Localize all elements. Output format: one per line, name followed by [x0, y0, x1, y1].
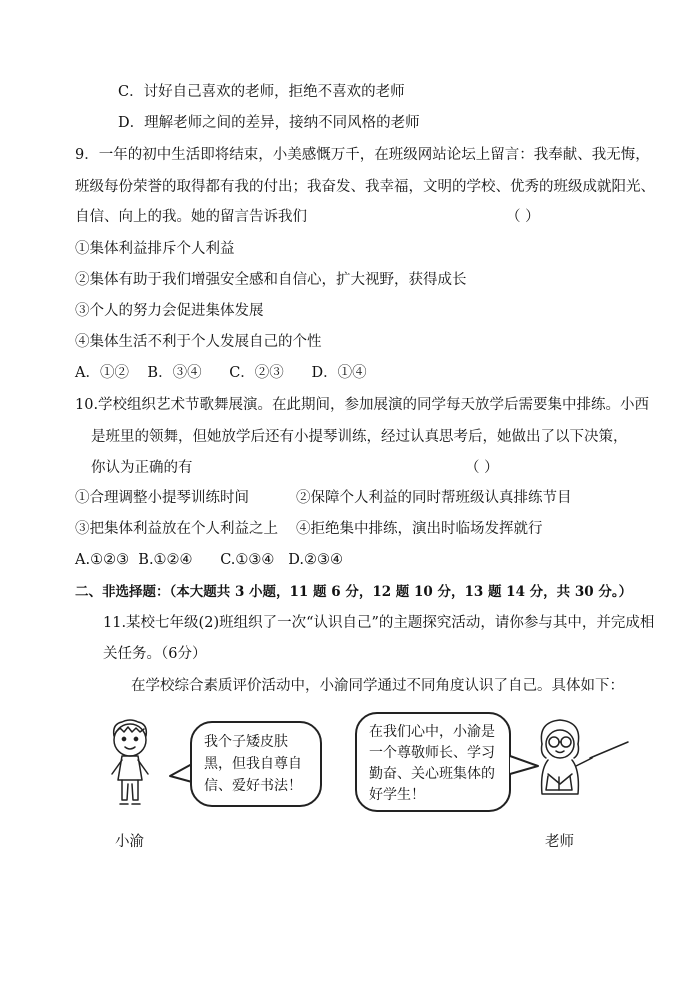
line-q8-c: C．讨好自己喜欢的老师，拒绝不喜欢的老师 — [118, 84, 405, 100]
question-10-option-2: ②保障个人利益的同时帮班级认真排练节目 — [296, 490, 572, 506]
question-9-option-2: ②集体有助于我们增强安全感和自信心，扩大视野，获得成长 — [75, 272, 467, 288]
student-name-label: 小渝 — [115, 834, 144, 850]
student-bubble-line-1: 我个子矮皮肤 — [204, 734, 288, 750]
teacher-illustration — [530, 714, 630, 800]
question-9-line-3: 自信、向上的我。她的留言告诉我们 — [75, 209, 307, 225]
question-11-line-2: 关任务。（6分） — [103, 646, 207, 662]
question-10-option-3: ③把集体利益放在个人利益之上 — [75, 521, 278, 537]
question-10-line-2: 是班里的领舞，但她放学后还有小提琴训练，经过认真思考后，她做出了以下决策， — [91, 429, 628, 445]
question-10-line-1: 10.学校组织艺术节歌舞展演。在此期间，参加展演的同学每天放学后需要集中排练。小西 — [75, 397, 650, 413]
section-2-heading: 二、非选择题：（本大题共 3 小题，11 题 6 分，12 题 10 分，13 题 14 分，共 30 分。） — [75, 584, 633, 600]
student-illustration — [100, 718, 160, 818]
question-11-intro: 在学校综合素质评价活动中，小渝同学通过不同角度认识了自己。具体如下： — [131, 678, 624, 694]
question-10-option-1: ①合理调整小提琴训练时间 — [75, 490, 249, 506]
student-bubble-line-3: 信、爱好书法！ — [204, 778, 302, 794]
teacher-bubble-line-4: 好学生！ — [369, 787, 425, 803]
student-speech-bubble — [190, 721, 322, 807]
question-9-option-1: ①集体利益排斥个人利益 — [75, 241, 235, 257]
question-10-choices: A.①②③ B.①②④ C.①③④ D.②③④ — [75, 552, 343, 568]
teacher-speech-bubble — [355, 712, 511, 812]
question-9-choices: A．①② B．③④ C．②③ D．①④ — [75, 365, 367, 381]
question-9-option-4: ④集体生活不利于个人发展自己的个性 — [75, 334, 322, 350]
question-10-option-4: ④拒绝集中排练，演出时临场发挥就行 — [296, 521, 543, 537]
question-11-line-1: 11.某校七年级(2)班组织了一次“认识自己”的主题探究活动，请你参与其中，并完成相 — [103, 615, 655, 631]
question-10-line-3: 你认为正确的有 — [91, 460, 193, 476]
teacher-name-label: 老师 — [545, 834, 574, 850]
question-9-line-1: 9．一年的初中生活即将结束，小美感慨万千，在班级网站论坛上留言：我奉献、我无悔， — [75, 147, 650, 163]
student-bubble-line-2: 黑，但我自尊自 — [204, 756, 302, 772]
question-9-answer-paren: （ ） — [506, 209, 540, 225]
question-10-answer-paren: （ ） — [465, 460, 499, 476]
line-q8-d: D．理解老师之间的差异，接纳不同风格的老师 — [118, 115, 420, 131]
teacher-bubble-line-3: 勤奋、关心班集体的 — [369, 766, 495, 782]
question-9-option-3: ③个人的努力会促进集体发展 — [75, 303, 264, 319]
teacher-bubble-line-1: 在我们心中，小渝是 — [369, 724, 495, 740]
question-9-line-2: 班级每份荣誉的取得都有我的付出；我奋发、我幸福，文明的学校、优秀的班级成就阳光、 — [75, 179, 655, 195]
teacher-bubble-line-2: 一个尊敬师长、学习 — [369, 745, 495, 761]
